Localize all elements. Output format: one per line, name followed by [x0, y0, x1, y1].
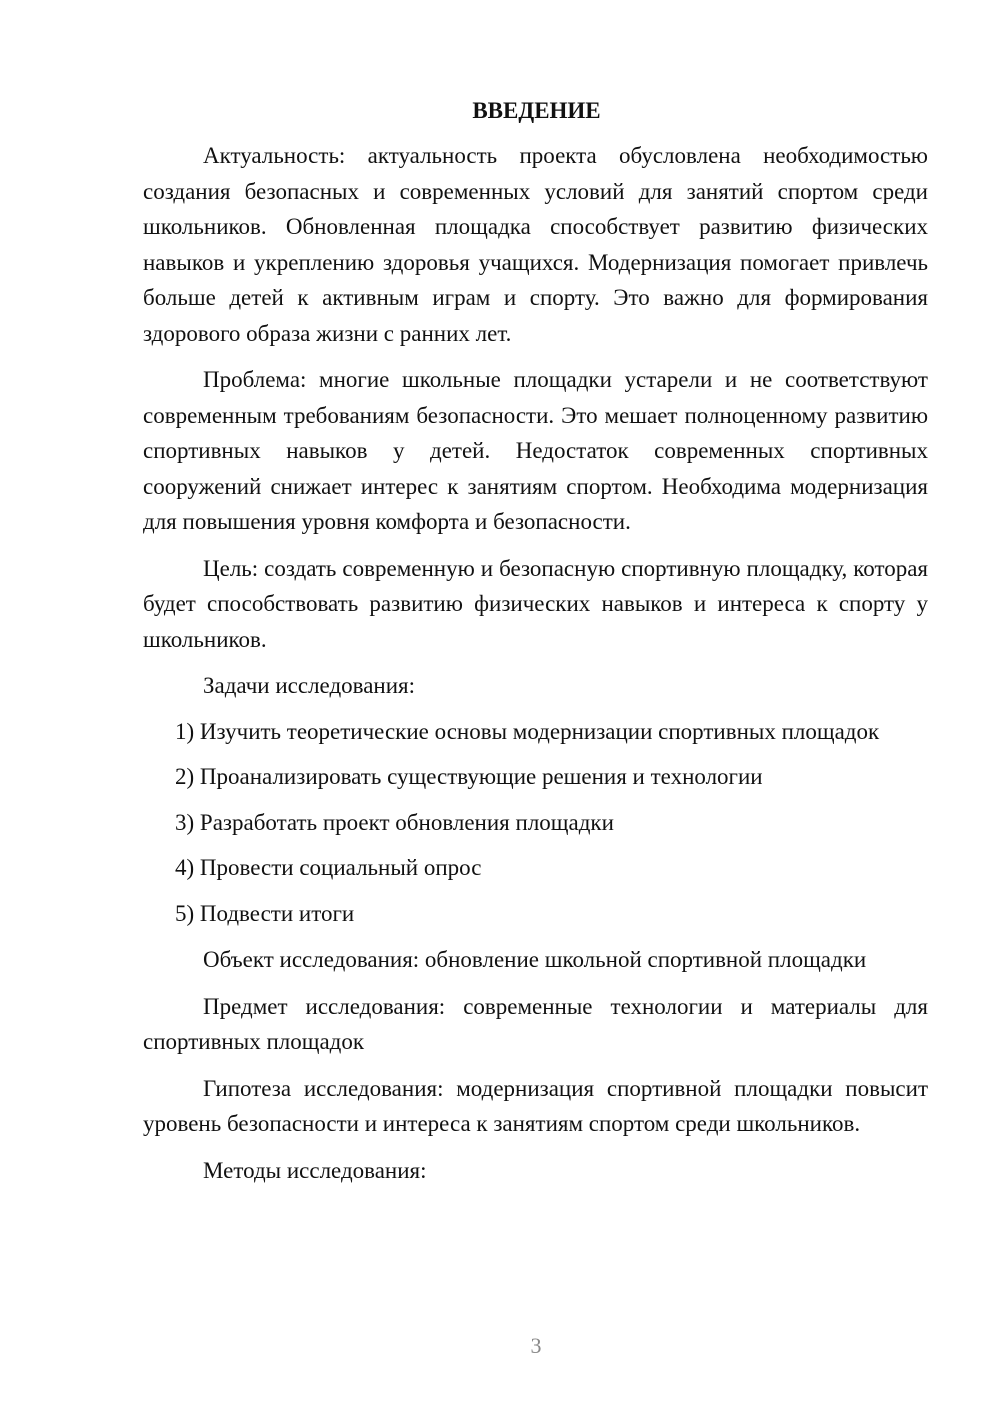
- section-title: ВВЕДЕНИЕ: [472, 98, 601, 123]
- list-item: 3) Разработать проект обновления площадки: [175, 809, 614, 835]
- page-content: [143, 94, 928, 1188]
- paragraph-hypothesis: Гипотеза исследования: модернизация спортивной площадки повысит уровень безопасности и интереса к занятиям спортом среди школьников.: [143, 1075, 928, 1136]
- list-item: 5) Подвести итоги: [175, 900, 355, 926]
- paragraph-relevance: Актуальность: актуальность проекта обусловлена необходимостью создания безопасных и современных условий для занятий спортом среди школьников. Обновленная площадка способствует развитию физических навыков и укреплению здоровья учащихся. Модернизация помогает привлечь больше детей к активным играм и спорту. Это важно для формирования здорового образа жизни с ранних лет.: [143, 143, 928, 346]
- list-item: 2) Проанализировать существующие решения и технологии: [175, 764, 763, 789]
- page-number: 3: [530, 1333, 542, 1358]
- paragraph-goal: Цель: создать современную и безопасную спортивную площадку, которая будет способствовать развитию физических навыков и интереса к спорту у школьников.: [143, 555, 928, 652]
- paragraph-tasks-heading: Задачи исследования:: [203, 673, 416, 698]
- paragraph-object: Объект исследования: обновление школьной спортивной площадки: [203, 947, 867, 972]
- paragraph-methods: Методы исследования:: [203, 1157, 427, 1183]
- list-item: 4) Провести социальный опрос: [175, 855, 482, 880]
- tasks-list: [143, 714, 928, 932]
- paragraph-subject: Предмет исследования: современные технологии и материалы для спортивных площадок: [143, 993, 928, 1054]
- paragraph-problem: Проблема: многие школьные площадки устарели и не соответствуют современным требованиям безопасности. Это мешает полноценному развитию спортивных навыков у детей. Недостаток современных спортивных сооружений снижает интерес к занятиям спортом. Необходима модернизация для повышения уровня комфорта и безопасности.: [143, 367, 928, 534]
- list-item: 1) Изучить теоретические основы модернизации спортивных площадок: [175, 718, 880, 744]
